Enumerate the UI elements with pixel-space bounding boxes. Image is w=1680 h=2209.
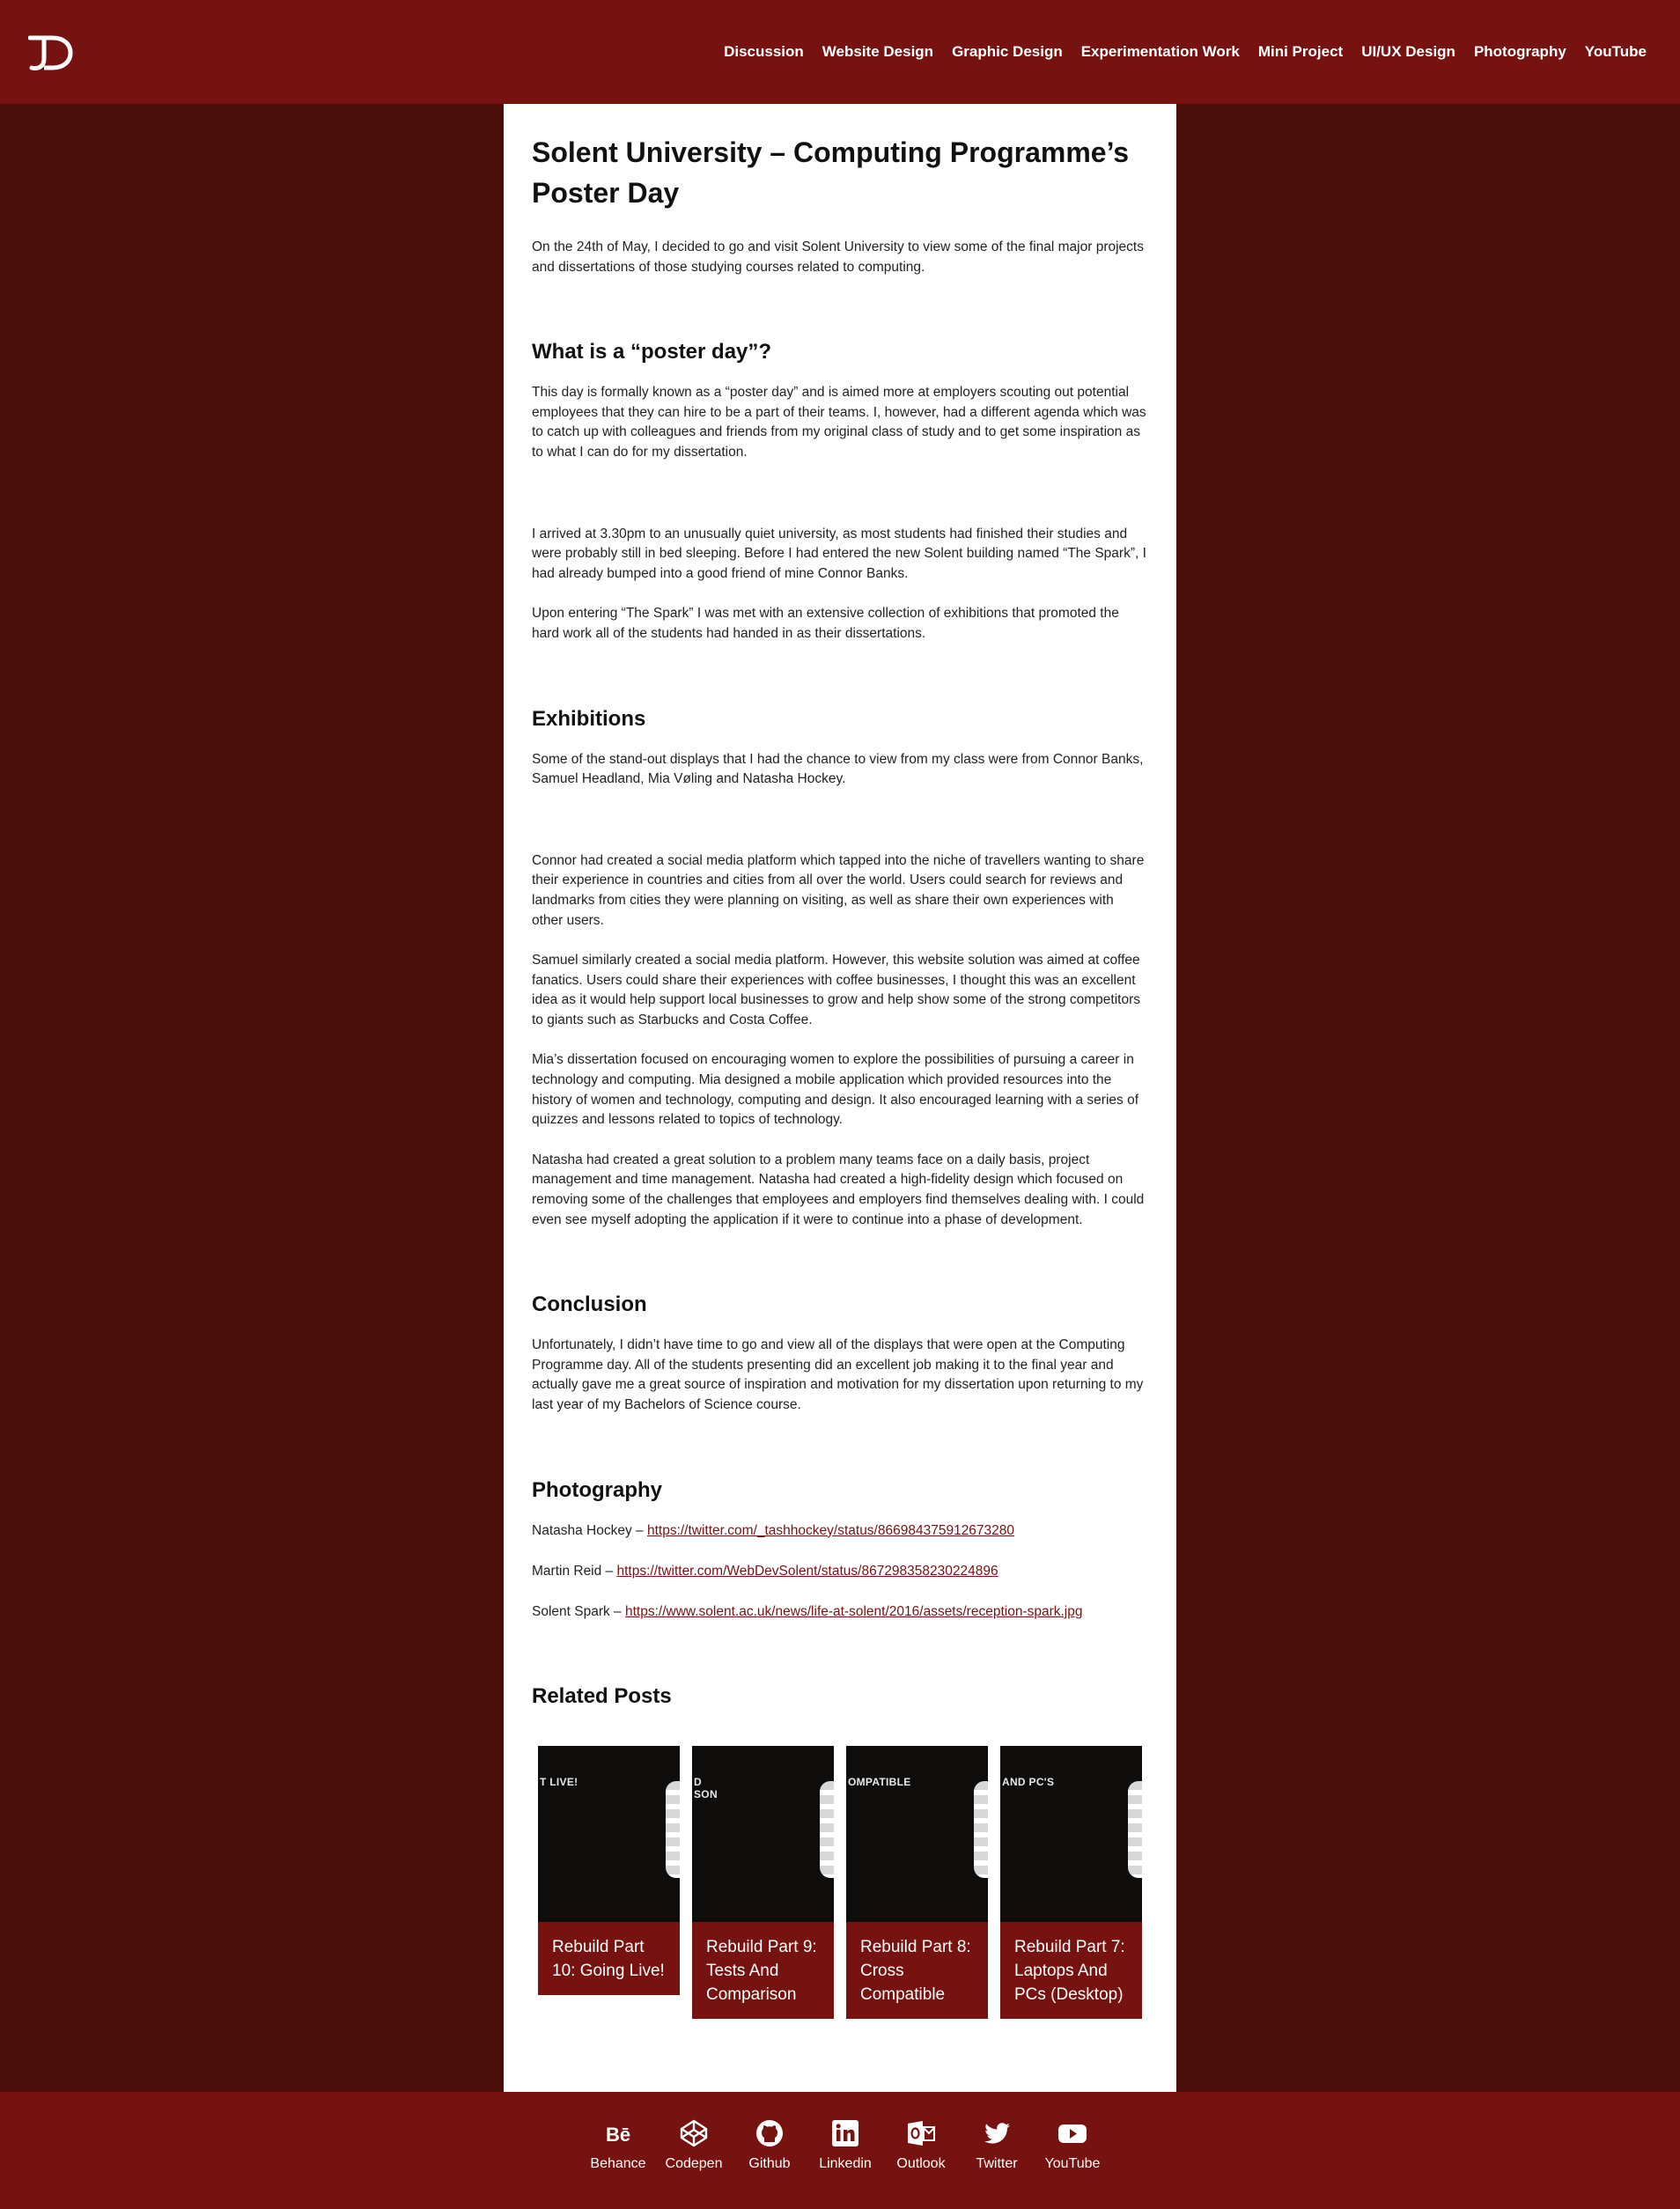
linkedin-icon [830,2118,860,2148]
article-title: Solent University – Computing Programme’s Poster Day [532,136,1130,209]
github-icon [755,2118,785,2148]
social-label: Linkedin [819,2156,872,2171]
photo-credit [532,1521,1148,1541]
paragraph: Connor had created a social media platform which tapped into the niche of travellers wanting to share their experience in countries and cities from all over the world. Users could search for reviews and landmarks from cities they were planning on visiting, as well as share their own experiences with other users. [532,852,1145,928]
post-thumbnail [538,1746,680,1922]
jd-logo-icon [28,33,74,71]
nav-experimentation-work[interactable]: Experimentation Work [1080,43,1240,60]
paragraph: Some of the stand-out displays that I had the chance to view from my class were from Connor Banks, Samuel Headland, Mia Vøling and Natasha Hockey. [532,751,1144,787]
social-linkedin[interactable] [807,2118,883,2173]
social-links [580,2118,1110,2173]
social-label: YouTube [1044,2156,1101,2171]
svg-text:Bē: Bē [605,2124,631,2146]
nav-website-design[interactable]: Website Design [822,43,934,60]
social-codepen[interactable] [656,2118,732,2173]
site-footer [0,2092,1680,2209]
nav-youtube[interactable]: YouTube [1584,43,1647,60]
social-label: Outlook [896,2156,946,2171]
photo-credit [532,1562,1148,1581]
credit-name: Natasha Hockey – [532,1522,647,1538]
thumbnail-text: T LIVE! [540,1776,578,1788]
codepen-icon [679,2118,709,2148]
paragraph: Natasha had created a great solution to a problem many teams face on a daily basis, project management and time management. Natasha had created a high-fidelity design which focused on removing some of the challenges that employees and employers find themselves dealing with. I could even see myself adopting the application if it were to continue into a phase of development. [532,1152,1145,1227]
thumbnail-text: AND PC'S [1002,1776,1055,1788]
paragraph: Upon entering “The Spark” I was met with an extensive collection of exhibitions that promoted the hard work all of the students had handed in as their dissertations. [532,606,1119,641]
outlook-icon [906,2118,936,2148]
thumbnail-graphic [666,1781,680,1878]
main-nav [705,43,1647,61]
related-posts [538,1746,1146,2045]
social-outlook[interactable] [883,2118,959,2173]
article-intro: On the 24th of May, I decided to go and visit Solent University to view some of the final major projects and dissertations of those studying courses related to computing. [532,239,1144,275]
thumbnail-text: D SON [694,1776,718,1800]
nav-mini-project[interactable]: Mini Project [1257,43,1344,60]
thumbnail-graphic [820,1781,834,1878]
photo-credit [532,1602,1148,1622]
paragraph: I arrived at 3.30pm to an unusually quiet university, as most students had finished their studies and were probably still in bed sleeping. Before I had entered the new Solent building named “The Spark”, I had already bumped into a good friend of mine Connor Banks. [532,526,1146,581]
social-behance[interactable] [580,2118,656,2173]
credit-link[interactable]: https://twitter.com/_tashhockey/status/866984375912673280 [646,1522,1015,1538]
section-heading-poster-day: What is a “poster day”? [532,340,772,364]
section-heading-conclusion: Conclusion [532,1292,647,1317]
behance-icon [603,2118,633,2148]
article-content [504,104,1176,2092]
social-label: Github [748,2156,791,2171]
thumbnail-graphic [974,1781,988,1878]
paragraph: Samuel similarly created a social media platform. However, this website solution was aimed at coffee fanatics. Users could share their experiences with coffee businesses, I thought this was an excellent idea as it would help support local businesses to grow and help show some of the strong competitors to giants such as Starbucks and Costa Coffee. [532,953,1140,1027]
related-post[interactable] [538,1746,680,1995]
social-label: Twitter [976,2156,1018,2171]
twitter-icon [982,2118,1012,2148]
section-heading-exhibitions: Exhibitions [532,706,646,731]
site-logo[interactable] [28,33,74,71]
post-thumbnail [1000,1746,1142,1922]
related-post[interactable] [1000,1746,1142,2019]
social-github[interactable] [732,2118,807,2173]
credit-name: Solent Spark – [532,1603,625,1619]
related-posts-heading: Related Posts [532,1683,672,1708]
thumbnail-text: OMPATIBLE [848,1776,911,1788]
post-thumbnail [692,1746,834,1922]
nav-discussion[interactable]: Discussion [724,43,804,60]
thumbnail-graphic [1128,1781,1142,1878]
post-title: Rebuild Part 10: Going Live! [538,1922,680,1995]
credit-name: Martin Reid – [532,1563,617,1579]
credit-link[interactable]: https://twitter.com/WebDevSolent/status/867298358230224896 [616,1563,998,1579]
credit-link[interactable]: https://www.solent.ac.uk/news/life-at-solent/2016/assets/reception-spark.jpg [624,1603,1083,1619]
paragraph: Unfortunately, I didn’t have time to go and view all of the displays that were open at the Computing Programme day. All of the students presenting did an excellent job making it to the final year and actually gave me a great source of inspiration and motivation for my dissertation upon returning to my last year of my Bachelors of Science course. [532,1337,1144,1412]
paragraph: This day is formally known as a “poster day” and is aimed more at employers scouting out potential employees that they can hire to be a part of their teams. I, however, had a different agenda which was to catch up with colleagues and friends from my original class of study and to get some inspiration as to what I can do for my dissertation. [532,385,1146,460]
social-youtube[interactable] [1035,2118,1110,2173]
post-title: Rebuild Part 9: Tests And Comparison [692,1922,834,2019]
post-thumbnail [846,1746,988,1922]
related-post[interactable] [846,1746,988,2019]
section-heading-photography: Photography [532,1477,662,1502]
paragraph: Mia’s dissertation focused on encouraging women to explore the possibilities of pursuing a career in technology and computing. Mia designed a mobile application which provided resources into the history of women and technology, computing and design. It also encouraged learning with a series of quizzes and lessons related to topics of technology. [532,1052,1139,1128]
youtube-icon [1057,2118,1087,2148]
nav-photography[interactable]: Photography [1473,43,1566,60]
social-twitter[interactable] [959,2118,1035,2173]
nav-ui-ux-design[interactable]: UI/UX Design [1361,43,1455,60]
social-label: Behance [590,2156,646,2171]
post-title: Rebuild Part 7: Laptops And PCs (Desktop) [1000,1922,1142,2019]
post-title: Rebuild Part 8: Cross Compatible [846,1922,988,2019]
site-header [0,0,1680,104]
social-label: Codepen [665,2156,723,2171]
nav-graphic-design[interactable]: Graphic Design [952,43,1063,60]
related-post[interactable] [692,1746,834,2019]
